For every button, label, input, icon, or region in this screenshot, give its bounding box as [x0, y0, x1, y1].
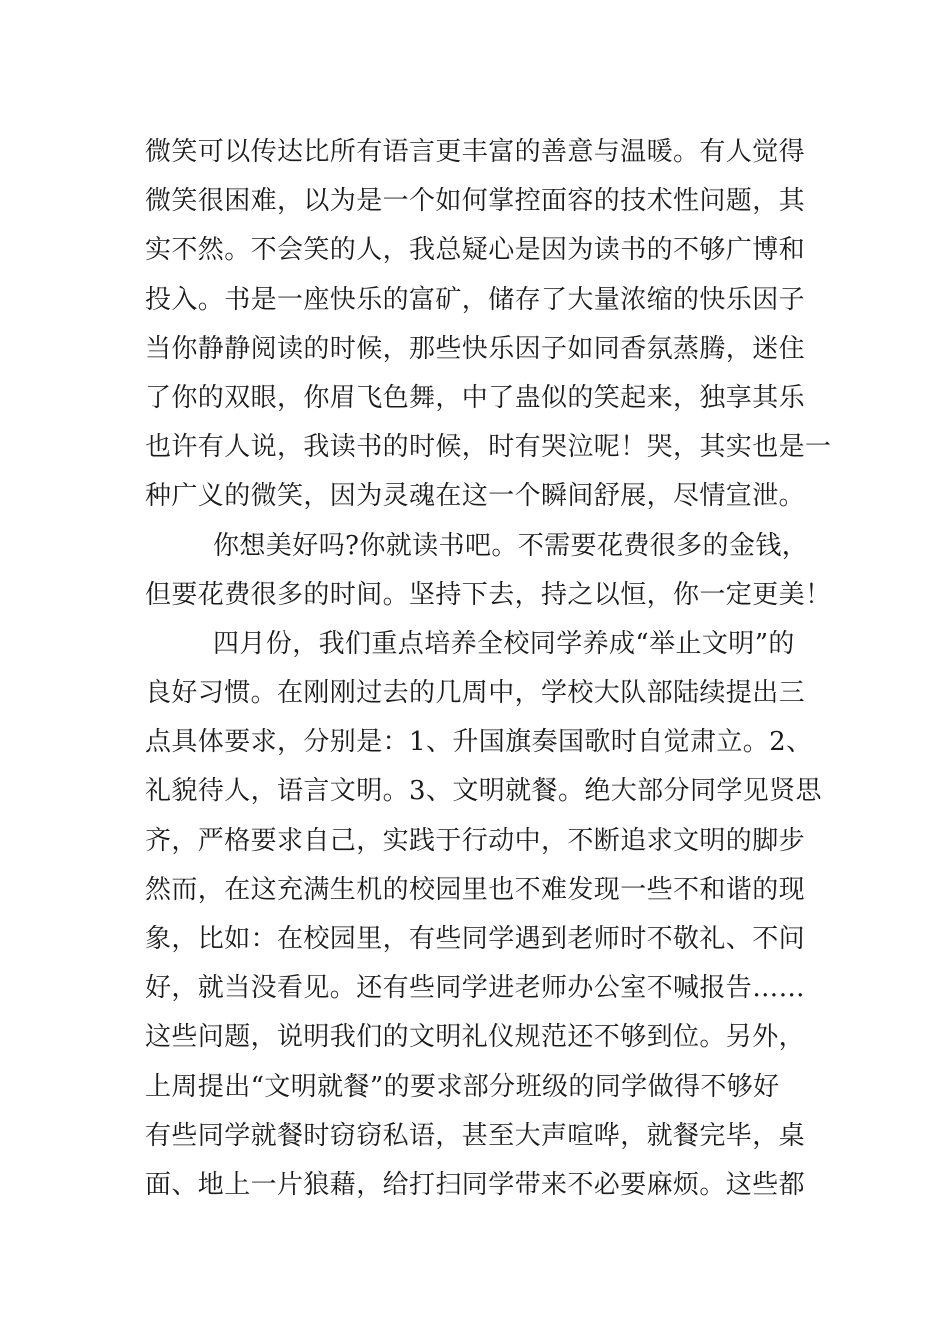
text-line: 然而，在这充满生机的校园里也不难发现一些不和谐的现 [145, 874, 806, 905]
text-line: 了你的双眼，你眉飞色舞，中了蛊似的笑起来，独享其乐 [145, 382, 806, 413]
text-line: 象，比如：在校园里，有些同学遇到老师时不敬礼、不问 [145, 924, 806, 954]
text-line: 上周提出“文明就餐”的要求部分班级的同学做得不够好 [145, 1071, 780, 1102]
text-line: 实不然。不会笑的人，我总疑心是因为读书的不够广博和 [145, 235, 806, 266]
text-line: 当你静静阅读的时候，那些快乐因子如同香氛蒸腾，迷住 [145, 333, 806, 364]
text-line: 种广义的微笑，因为灵魂在这一个瞬间舒展，尽情宣泄。 [145, 481, 806, 512]
text-line: 微笑很困难，以为是一个如何掌控面容的技术性问题，其 [145, 186, 806, 217]
text-line: 这些问题，说明我们的文明礼仪规范还不够到位。另外， [145, 1022, 806, 1053]
text-line: 齐，严格要求自己，实践于行动中，不断追求文明的脚步 [145, 825, 806, 856]
text-line: 礼貌待人，语言文明。3、文明就餐。绝大部分同学见贤思 [145, 776, 822, 807]
text-line: 好，就当没看见。还有些同学进老师办公室不喊报告…… [145, 973, 806, 1004]
paragraph-start-line: 四月份，我们重点培养全校同学养成“举止文明”的 [213, 628, 795, 659]
text-line: 良好习惯。在刚刚过去的几周中，学校大队部陆续提出三 [145, 678, 806, 709]
text-line: 但要花费很多的时间。坚持下去，持之以恒，你一定更美！ [145, 579, 832, 610]
text-line: 面、地上一片狼藉，给打扫同学带来不必要麻烦。这些都 [145, 1169, 806, 1200]
paragraph-start-line: 你想美好吗?你就读书吧。不需要花费很多的金钱， [213, 530, 809, 561]
text-line: 也许有人说，我读书的时候，时有哭泣呢！哭，其实也是一 [145, 432, 832, 463]
body-text [145, 128, 832, 1210]
text-line: 点具体要求，分别是：1、升国旗奏国歌时自觉肃立。2、 [145, 727, 813, 758]
text-line: 有些同学就餐时窃窃私语，甚至大声喧哗，就餐完毕，桌 [145, 1120, 806, 1151]
text-line: 微笑可以传达比所有语言更丰富的善意与温暖。有人觉得 [145, 137, 806, 167]
text-line: 投入。书是一座快乐的富矿，储存了大量浓缩的快乐因子 [145, 284, 806, 315]
